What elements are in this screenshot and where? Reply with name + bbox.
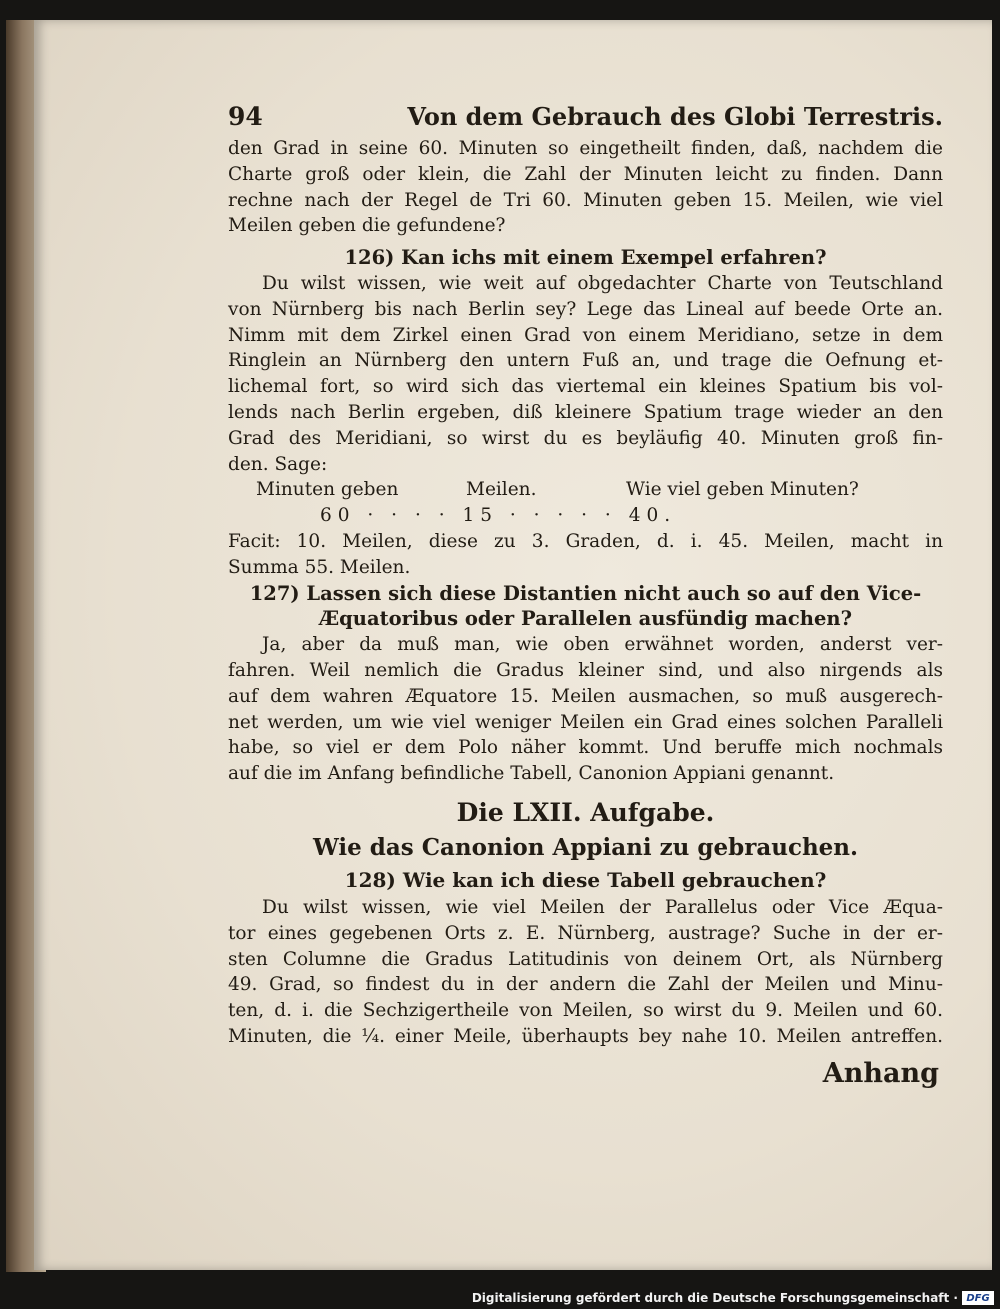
rule-of-three-values bbox=[228, 503, 943, 529]
page-text-block bbox=[228, 100, 943, 1094]
text-line: den Grad in seine 60. Minuten so eingetheilt finden, daß, nachdem die bbox=[228, 138, 943, 159]
text-line: Nimm mit dem Zirkel einen Grad von einem Meridiano, setze in dem bbox=[228, 324, 943, 346]
text-line: Facit: 10. Meilen, diese zu 3. Graden, d. i. 45. Meilen, macht in bbox=[228, 530, 943, 552]
question-line: 127) Lassen sich diese Distantien nicht auch so auf den Vice- bbox=[249, 581, 922, 605]
question-127 bbox=[228, 581, 943, 633]
paragraph-126 bbox=[228, 271, 943, 477]
page-number: 94 bbox=[228, 102, 263, 131]
task-title: Wie das Canonion Appiani zu gebrauchen. bbox=[312, 833, 859, 861]
text-line: ten, d. i. die Sechzigertheile von Meilen, so wirst du 9. Meilen und 60. bbox=[228, 1000, 943, 1022]
text-line: fahren. Weil nemlich die Gradus kleiner sind, und also nirgends als bbox=[228, 659, 943, 681]
rule-values: 60 · · · · 15 · · · · · 40. bbox=[320, 505, 677, 527]
text-line: habe, so viel er dem Polo näher kommt. Und beruffe mich nochmals bbox=[228, 737, 943, 759]
rule-col-minutes: Minuten geben bbox=[256, 479, 399, 501]
text-line: Charte groß oder klein, die Zahl der Minuten leicht zu finden. Dann bbox=[228, 163, 943, 185]
text-line: Du wilst wissen, wie weit auf obgedachter Charte von Teutschland bbox=[262, 272, 943, 294]
running-head-title: Von dem Gebrauch des Globi Terrestris. bbox=[407, 102, 943, 131]
text-line: auf die im Anfang befindliche Tabell, Canonion Appiani genannt. bbox=[228, 763, 835, 785]
digitization-footer bbox=[0, 1288, 1000, 1309]
text-line: Du wilst wissen, wie viel Meilen der Parallelus oder Vice Æqua- bbox=[262, 896, 943, 918]
text-line: rechne nach der Regel de Tri 60. Minuten geben 15. Meilen, wie viel bbox=[228, 189, 943, 211]
rule-col-question: Wie viel geben Minuten? bbox=[626, 479, 859, 501]
text-line: tor eines gegebenen Orts z. E. Nürnberg, austrage? Suche in der er- bbox=[228, 922, 943, 944]
paragraph-127 bbox=[228, 632, 943, 787]
text-line: Summa 55. Meilen. bbox=[228, 556, 411, 578]
text-line: den. Sage: bbox=[228, 453, 328, 475]
text-line: sten Columne die Gradus Latitudinis von deinem Ort, als Nürnberg bbox=[228, 948, 943, 970]
catchword: Anhang bbox=[822, 1057, 939, 1089]
paragraph-intro bbox=[228, 136, 943, 239]
text-line: auf dem wahren Æquatore 15. Meilen ausmachen, so muß ausgerech- bbox=[228, 685, 943, 707]
text-line: lends nach Berlin ergeben, diß kleinere Spatium trage wieder an den bbox=[228, 401, 943, 423]
text-line: lichemal fort, so wird sich das viertemal ein kleines Spatium bis vol- bbox=[228, 376, 943, 398]
rule-of-three-header bbox=[228, 477, 943, 503]
text-line: Minuten, die ¼. einer Meile, überhaupts bey nahe 10. Meilen antreffen. bbox=[228, 1025, 943, 1047]
task-heading: Die LXII. Aufgabe. bbox=[456, 797, 715, 827]
facit-paragraph bbox=[228, 529, 943, 581]
dfg-logo-icon: DFG bbox=[962, 1291, 994, 1305]
question-line: Æquatoribus oder Parallelen ausfündig machen? bbox=[318, 607, 852, 631]
text-line: Ringlein an Nürnberg den untern Fuß an, und trage die Oefnung et- bbox=[228, 350, 943, 372]
question-128: 128) Wie kan ich diese Tabell gebrauchen? bbox=[344, 867, 827, 892]
footer-credit: Digitalisierung gefördert durch die Deutsche Forschungsgemeinschaft · bbox=[471, 1291, 958, 1305]
text-line: von Nürnberg bis nach Berlin sey? Lege das Lineal auf beede Orte an. bbox=[228, 298, 943, 320]
running-head bbox=[228, 100, 943, 134]
text-line: Grad des Meridiani, so wirst du es beyläufig 40. Minuten groß fin- bbox=[228, 427, 943, 449]
text-line: 49. Grad, so findest du in der andern die Zahl der Meilen und Minu- bbox=[228, 974, 943, 996]
paragraph-128 bbox=[228, 895, 943, 1050]
question-126: 126) Kan ichs mit einem Exempel erfahren? bbox=[344, 246, 827, 270]
text-line: Meilen geben die gefundene? bbox=[228, 215, 506, 237]
rule-col-miles: Meilen. bbox=[466, 479, 537, 501]
text-line: Ja, aber da muß man, wie oben erwähnet worden, anderst ver- bbox=[262, 634, 943, 656]
text-line: net werden, um wie viel weniger Meilen ein Grad eines solchen Paralleli bbox=[228, 711, 943, 733]
